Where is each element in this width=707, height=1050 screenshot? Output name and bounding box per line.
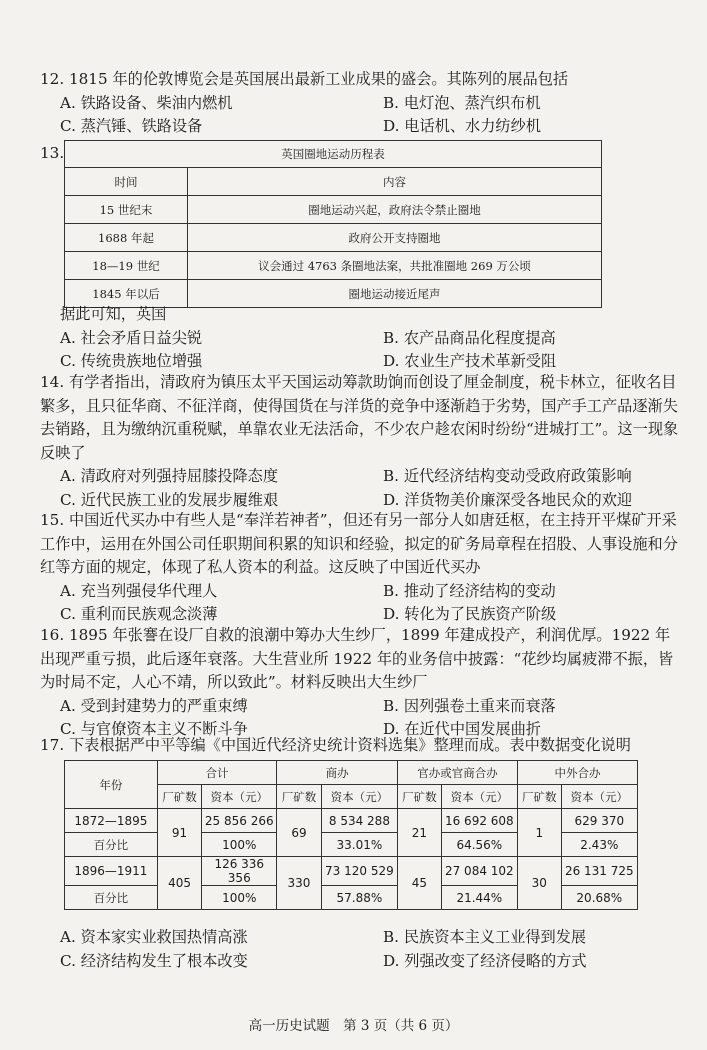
option-c: C. 传统贵族地位增强: [60, 352, 203, 370]
table-cell-capital: 27 084 102: [441, 857, 517, 886]
table-cell-capital: 8 534 288: [321, 809, 397, 833]
table-row: [65, 224, 602, 252]
table-row: [65, 196, 602, 224]
question-15: [40, 509, 680, 627]
table-cell-pct: 57.88%: [321, 886, 397, 910]
table-cell-content: 圈地运动接近尾声: [188, 280, 602, 308]
table-cell-content: 政府公开支持圈地: [188, 224, 602, 252]
table-cell-capital: 26 131 725: [561, 857, 637, 886]
option-a: A. 资本家实业救国热情高涨: [60, 928, 248, 946]
table-subheader: 厂矿数: [398, 785, 442, 809]
question-14-options: [40, 465, 680, 512]
question-16-stem: 16. 1895 年张謇在设厂自救的浪潮中筹办大生纱厂，1899 年建成投产，利润优厚。1922 年出现严重亏损，此后逐年衰落。大生营业所 1922 年的业务信中披露：“花纱均属疲滞不振，皆为时局不定，人心不靖，所以致此”。材料反映出大生纱厂: [40, 626, 674, 691]
table-subheader: 资本（元）: [321, 785, 397, 809]
table-cell-pct: 100%: [202, 833, 277, 857]
table-cell-content: 圈地运动兴起，政府法令禁止圈地: [188, 196, 602, 224]
table-header-content: 内容: [188, 168, 602, 196]
question-16: [40, 624, 680, 742]
question-12: [40, 68, 680, 139]
option-b: B. 因列强卷土重来而衰落: [383, 696, 556, 715]
table-cell-pct: 64.56%: [441, 833, 517, 857]
table-title: 英国圈地运动历程表: [65, 141, 602, 168]
question-14-stem: 14. 有学者指出，清政府为镇压太平天国运动筹款助饷而创设了厘金制度，税卡林立，征收名目繁多，且只征华商、不征洋商，使得国货在与洋货的竞争中逐渐趋于劣势，国产手工产品逐渐失去销路，且为缴纳沉重税赋，单靠农业无法活命，不少农户趁农闲时纷纷“进城打工”。这一现象反映了: [40, 373, 679, 462]
table-header-time: 时间: [65, 168, 188, 196]
table-cell-capital: 16 692 608: [441, 809, 517, 833]
table-group-header: 合计: [157, 761, 276, 785]
option-b: B. 近代经济结构变动受政府政策影响: [383, 467, 632, 485]
table-subheader: 资本（元）: [441, 785, 517, 809]
table-cell-capital: 25 856 266: [202, 809, 277, 833]
table-group-header: 中外合办: [517, 761, 637, 785]
table-cell-pct-label: 百分比: [65, 833, 158, 857]
table-cell-pct: 100%: [202, 886, 277, 910]
question-17-stem: 17. 下表根据严中平等编《中国近代经济史统计资料选集》整理而成。表中数据变化说明: [40, 736, 631, 754]
question-14: [40, 371, 680, 512]
option-c: C. 与官僚资本主义不断斗争: [60, 720, 248, 738]
table-cell-pct: 33.01%: [321, 833, 397, 857]
question-12-stem: 12. 1815 年的伦敦博览会是英国展出最新工业成果的盛会。其陈列的展品包括: [40, 70, 569, 88]
option-b: B. 农产品商品化程度提高: [383, 328, 556, 347]
option-d: D. 洋货物美价廉深受各地民众的欢迎: [383, 490, 633, 509]
table-subheader: 资本（元）: [561, 785, 637, 809]
table-cell-factories: 91: [157, 809, 202, 857]
table-cell-capital: 73 120 529: [321, 857, 397, 886]
table-subheader: 厂矿数: [277, 785, 322, 809]
question-13-number: 13.: [40, 144, 65, 162]
table-cell-pct: 20.68%: [561, 886, 637, 910]
page-footer: 高一历史试题 第 3 页（共 6 页）: [248, 1018, 459, 1034]
question-13-followup: [40, 303, 680, 374]
table-row: [65, 857, 638, 886]
table-cell-pct: 21.44%: [441, 886, 517, 910]
table-subheader: 厂矿数: [157, 785, 202, 809]
table-cell-factories: 1: [517, 809, 561, 857]
option-d: D. 在近代中国发展曲折: [383, 720, 541, 738]
enclosure-table: [64, 140, 602, 308]
option-c: C. 经济结构发生了根本改变: [60, 951, 248, 970]
table-row: [65, 252, 602, 280]
industry-statistics-table: [64, 760, 638, 910]
question-15-stem: 15. 中国近代买办中有些人是“奉洋若神者”，但还有另一部分人如唐廷枢，在主持开平煤矿开采工作中，运用在外国公司任职期间积累的知识和经验，拟定的矿务局章程在招股、人事设施和分红等方面的规定，体现了私人资本的利益。这反映了中国近代买办: [40, 511, 678, 576]
option-a: A. 清政府对列强持屈膝投降态度: [60, 467, 279, 485]
table-header-year: 年份: [65, 761, 158, 809]
option-c: C. 近代民族工业的发展步履维艰: [60, 490, 279, 509]
table-cell-capital: 126 336 356: [202, 857, 277, 886]
option-c: C. 重利而民族观念淡薄: [60, 605, 218, 623]
option-b: B. 推动了经济结构的变动: [383, 581, 556, 600]
table-group-header: 商办: [277, 761, 398, 785]
option-a: A. 社会矛盾日益尖锐: [60, 328, 203, 347]
option-b: B. 民族资本主义工业得到发展: [383, 928, 587, 946]
table-cell-factories: 69: [277, 809, 322, 857]
option-d: D. 电话机、水力纺纱机: [383, 117, 541, 135]
table-subheader: 厂矿数: [517, 785, 561, 809]
table-cell-period: 1872—1895: [65, 809, 158, 833]
question-13-options: [40, 327, 680, 374]
table-cell-pct: 2.43%: [561, 833, 637, 857]
table-cell-content: 议会通过 4763 条圈地法案，共批准圈地 269 万公顷: [188, 252, 602, 280]
table-cell-factories: 30: [517, 857, 561, 910]
option-a: A. 铁路设备、柴油内燃机: [60, 93, 233, 112]
option-d: D. 转化为了民族资产阶级: [383, 605, 557, 623]
question-15-options: [40, 580, 680, 627]
table-cell-factories: 45: [398, 857, 442, 910]
question-17-options: [40, 926, 680, 973]
option-d: D. 列强改变了经济侵略的方式: [383, 951, 587, 970]
table-cell-factories: 21: [398, 809, 442, 857]
question-13-after: 据此可知，英国: [60, 305, 167, 323]
option-b: B. 电灯泡、蒸汽织布机: [383, 93, 541, 112]
table-cell-capital: 629 370: [561, 809, 637, 833]
table-subheader: 资本（元）: [202, 785, 277, 809]
option-a: A. 充当列强侵华代理人: [60, 581, 218, 600]
question-17: [40, 734, 680, 758]
option-d: D. 农业生产技术革新受阻: [383, 352, 557, 370]
question-12-options: [40, 92, 680, 139]
table-cell-factories: 330: [277, 857, 322, 910]
table-cell-time: 1688 年起: [65, 224, 188, 252]
table-cell-pct-label: 百分比: [65, 886, 158, 910]
table-group-header: 官办或官商合办: [398, 761, 518, 785]
table-cell-factories: 405: [157, 857, 202, 910]
question-17-options-block: [40, 926, 680, 973]
table-cell-time: 1845 年以后: [65, 280, 188, 308]
table-cell-period: 1896—1911: [65, 857, 158, 886]
table-row: [65, 809, 638, 833]
option-c: C. 蒸汽锤、铁路设备: [60, 117, 203, 135]
table-cell-time: 18—19 世纪: [65, 252, 188, 280]
option-a: A. 受到封建势力的严重束缚: [60, 696, 248, 715]
table-cell-time: 15 世纪末: [65, 196, 188, 224]
